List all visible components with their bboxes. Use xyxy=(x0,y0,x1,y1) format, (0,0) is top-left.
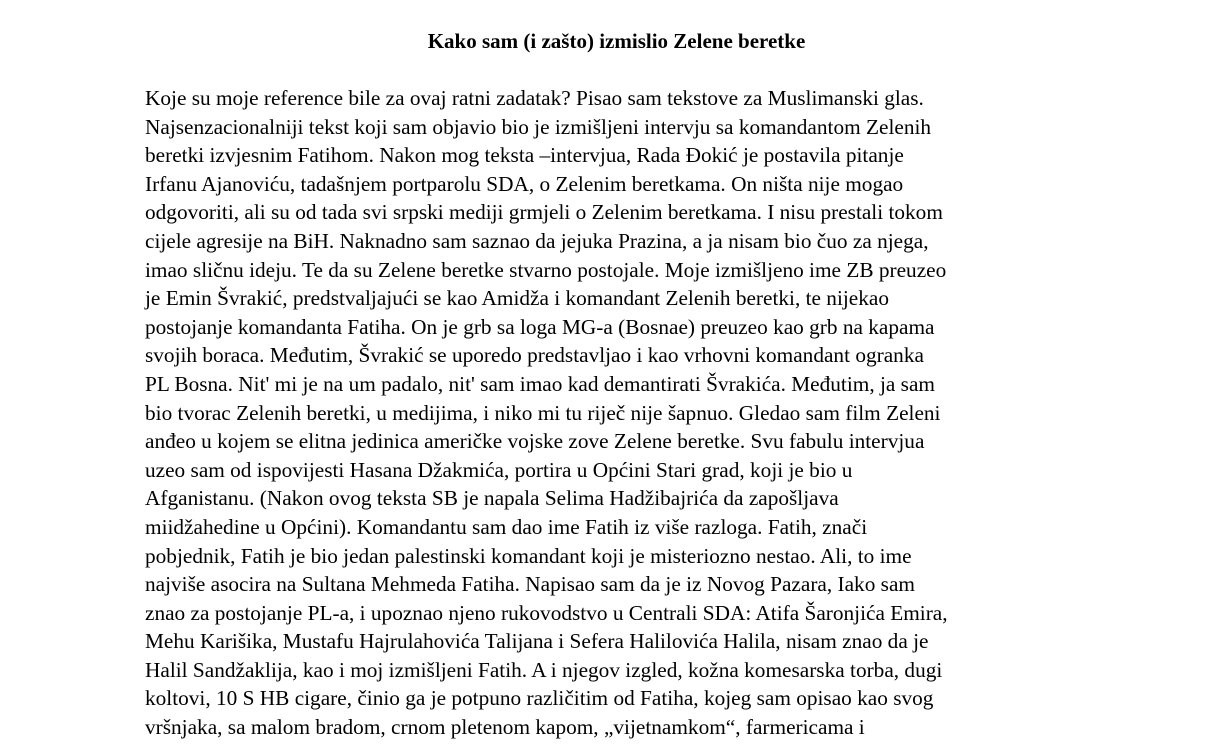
body-paragraph xyxy=(145,84,1105,742)
page-title: Kako sam (i zašto) izmislio Zelene beretke xyxy=(427,29,806,53)
text-line: je Emin Švrakić, predstvaljajući se kao Amidža i komandant Zelenih beretki, te nijekao xyxy=(145,286,889,311)
text-line: postojanje komandanta Fatiha. On je grb sa loga MG-a (Bosnae) preuzeo kao grb na kapama xyxy=(145,314,935,339)
text-line: svojih boraca. Međutim, Švrakić se uporedo predstavljao i kao vrhovni komandant ogranka xyxy=(145,343,924,368)
text-line: bio tvorac Zelenih beretki, u medijima, i niko mi tu riječ nije šapnuo. Gledao sam film Zeleni xyxy=(145,400,941,425)
text-line: cijele agresije na BiH. Naknadno sam saznao da jejuka Prazina, a ja nisam bio čuo za njega, xyxy=(145,228,929,253)
text-line: Najsenzacionalniji tekst koji sam objavio bio je izmišljeni intervju sa komandantom Zelenih xyxy=(145,114,932,139)
text-line: miidžahedine u Općini). Komandantu sam dao ime Fatih iz više razloga. Fatih, znači xyxy=(145,514,868,539)
text-line: znao za postojanje PL-a, i upoznao njeno rukovodstvo u Centrali SDA: Atifa Šaronjića Emira, xyxy=(145,600,948,625)
text-line: uzeo sam od ispovijesti Hasana Džakmića, portira u Općini Stari grad, koji je bio u xyxy=(145,457,853,482)
text-line: Mehu Karišika, Mustafu Hajrulahovića Talijana i Sefera Halilovića Halila, nisam znao da je xyxy=(145,629,929,654)
text-line: pobjednik, Fatih je bio jedan palestinski komandant koji je misteriozno nestao. Ali, to ime xyxy=(145,543,912,568)
text-line: odgovoriti, ali su od tada svi srpski mediji grmjeli o Zelenim beretkama. I nisu prestali tokom xyxy=(145,200,943,225)
text-line: Koje su moje reference bile za ovaj ratni zadatak? Pisao sam tekstove za Muslimanski glas. xyxy=(145,86,924,110)
text-line: Halil Sandžaklija, kao i moj izmišljeni Fatih. A i njegov izgled, kožna komesarska torba, dugi xyxy=(145,657,943,682)
text-line: Irfanu Ajanoviću, tadašnjem portparolu SDA, o Zelenim beretkama. On ništa nije mogao xyxy=(145,171,904,196)
text-line: koltovi, 10 S HB cigare, činio ga je potpuno različitim od Fatiha, kojeg sam opisao kao svog xyxy=(145,686,934,711)
text-line: PL Bosna. Nit' mi je na um padalo, nit' sam imao kad demantirati Švrakića. Međutim, ja sam xyxy=(145,371,935,396)
text-line: vršnjaka, sa malom bradom, crnom pletenom kapom, „vijetnamkom“, farmericama i xyxy=(145,715,865,740)
text-line: najviše asocira na Sultana Mehmeda Fatiha. Napisao sam da je iz Novog Pazara, Iako sam xyxy=(145,572,915,597)
text-line: beretki izvjesnim Fatihom. Nakon mog teksta –intervjua, Rada Đokić je postavila pitanje xyxy=(145,143,904,168)
text-line: Afganistanu. (Nakon ovog teksta SB je napala Selima Hadžibajrića da zapošljava xyxy=(145,486,839,511)
text-line: imao sličnu ideju. Te da su Zelene beretke stvarno postojale. Moje izmišljeno ime ZB preuzeo xyxy=(145,257,947,282)
text-line: anđeo u kojem se elitna jedinica američke vojske zove Zelene beretke. Svu fabulu intervjua xyxy=(145,429,925,454)
